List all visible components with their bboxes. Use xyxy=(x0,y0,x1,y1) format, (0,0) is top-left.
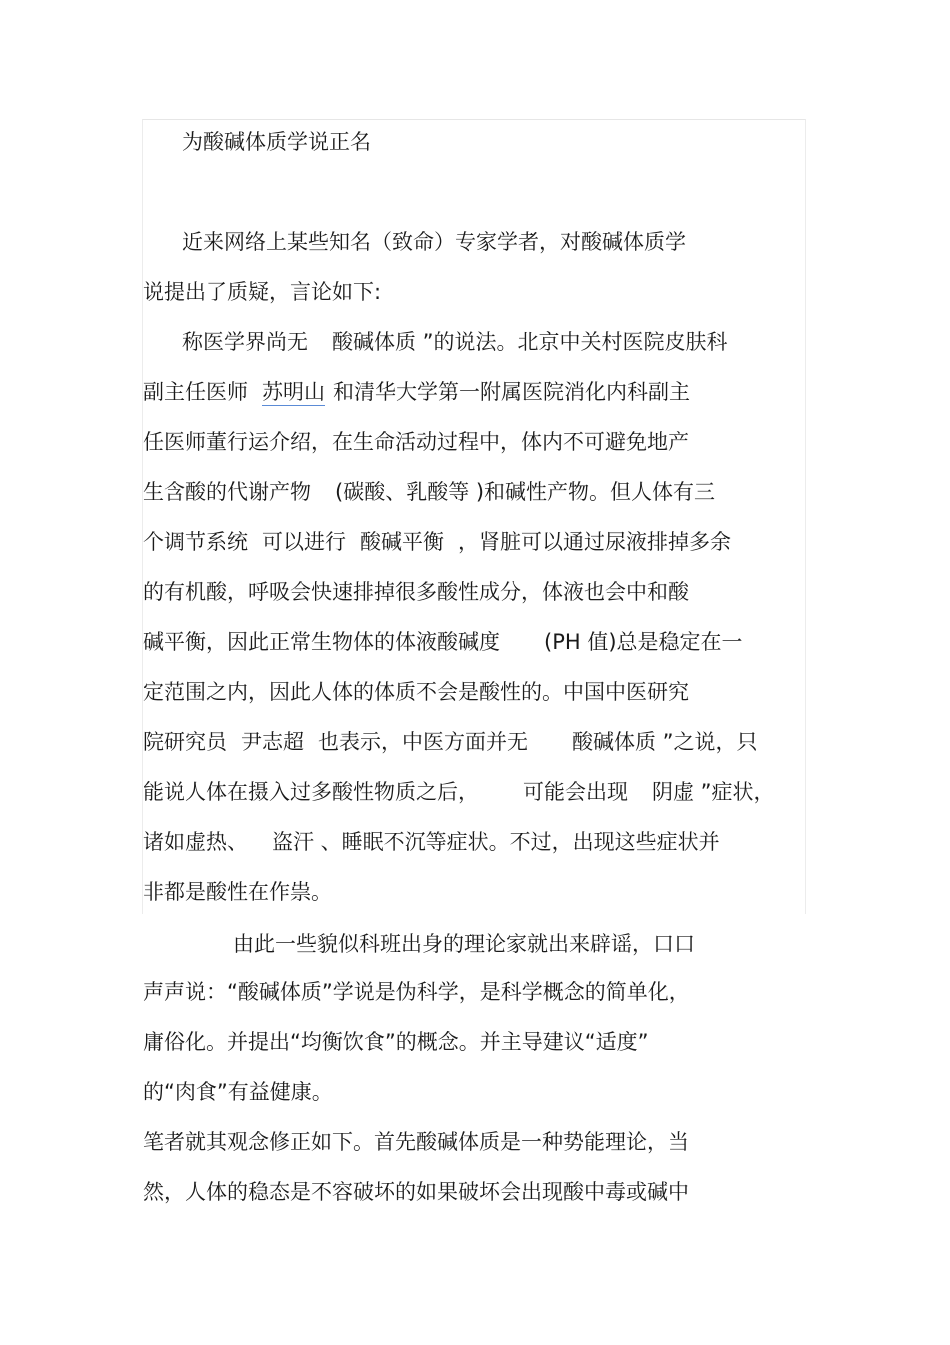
person-link-su-mingshan[interactable]: 苏明山 xyxy=(262,380,325,404)
text-run: 也表示，中医方面并无 xyxy=(318,730,528,754)
text-run: 酸碱体质 ”之说，只 xyxy=(572,730,758,754)
text-run: (PH 值)总是稳定在一 xyxy=(544,630,743,654)
paragraph-line xyxy=(143,629,743,655)
paragraph-line: 非都是酸性在作祟。 xyxy=(143,880,332,904)
text-run: 碱平衡，因此正常生物体的体液酸碱度 xyxy=(143,630,500,654)
text-run: 尹志超 xyxy=(241,730,304,754)
text-run: 个调节系统 xyxy=(143,530,248,554)
paragraph-line: 的有机酸，呼吸会快速排掉很多酸性成分，体液也会中和酸 xyxy=(143,580,689,604)
paragraph-line xyxy=(143,479,715,505)
paragraph-line: 说提出了质疑，言论如下: xyxy=(143,280,382,304)
text-run: 阴虚 ”症状， xyxy=(652,780,775,804)
paragraph-line: 的“肉食”有益健康。 xyxy=(143,1080,333,1104)
text-run: 生含酸的代谢产物 xyxy=(143,480,311,504)
paragraph-line: 近来网络上某些知名（致命）专家学者，对酸碱体质学 xyxy=(182,230,686,254)
text-run: 能说人体在摄入过多酸性物质之后， xyxy=(143,780,479,804)
paragraph-line: 定范围之内，因此人体的体质不会是酸性的。中国中医研究 xyxy=(143,680,689,704)
paragraph-line: 由此一些貌似科班出身的理论家就出来辟谣，口口 xyxy=(233,932,695,956)
text-run: 酸碱平衡 xyxy=(360,530,444,554)
text-run: 可以进行 xyxy=(262,530,346,554)
paragraph-line xyxy=(143,379,690,405)
text-run: 和清华大学第一附属医院消化内科副主 xyxy=(333,380,690,404)
paragraph-line: 笔者就其观念修正如下。首先酸碱体质是一种势能理论，当 xyxy=(143,1130,689,1154)
paragraph-line: 声声说：“酸碱体质”学说是伪科学，是科学概念的简单化， xyxy=(143,980,690,1004)
paragraph-line: 任医师董行运介绍，在生命活动过程中，体内不可避免地产 xyxy=(143,430,689,454)
paragraph-line: 庸俗化。并提出“均衡饮食”的概念。并主导建议“适度” xyxy=(143,1030,649,1054)
paragraph-line xyxy=(143,829,720,855)
paragraph-line xyxy=(143,779,775,805)
text-run: 盗汗 、睡眠不沉等症状。不过，出现这些症状并 xyxy=(272,830,720,854)
text-run: 诸如虚热、 xyxy=(143,830,248,854)
paragraph-line xyxy=(143,529,731,555)
paragraph-line: 然，人体的稳态是不容破坏的如果破坏会出现酸中毒或碱中 xyxy=(143,1180,689,1204)
text-run: ，肾脏可以通过尿液排掉多余 xyxy=(458,530,731,554)
text-run: 院研究员 xyxy=(143,730,227,754)
text-run: 酸碱体质 ”的说法。北京中关村医院皮肤科 xyxy=(332,330,728,354)
text-run: 可能会出现 xyxy=(523,780,628,804)
paragraph-line xyxy=(182,329,728,355)
text-run: 副主任医师 xyxy=(143,380,248,404)
document-title: 为酸碱体质学说正名 xyxy=(182,130,371,154)
paragraph-line xyxy=(143,729,758,755)
text-run: (碳酸、乳酸等 )和碱性产物。但人体有三 xyxy=(335,480,716,504)
text-run: 称医学界尚无 xyxy=(182,330,308,354)
